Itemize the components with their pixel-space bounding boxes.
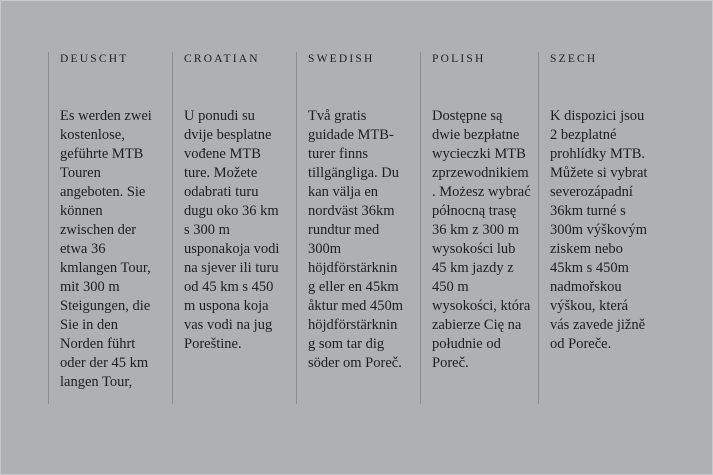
column-text: K dispozici jsou 2 bezplatné prohlídky MTB. Můžete si vybrat severozápadní 36km turné s 300m výškovým ziskem nebo 45km s 450m nadmořskou výškou, která vás zavede jižně od Poreče. (550, 108, 648, 352)
column-croatian (172, 52, 280, 404)
column-czech (538, 52, 648, 404)
column-swedish (296, 52, 404, 404)
column-heading: SZECH (550, 53, 598, 65)
column-polish (420, 52, 531, 404)
column-text: U ponudi su dvije besplatne vođene MTB ture. Možete odabrati turu dugu oko 36 km s 300 m usponakoja vodi na sjever ili turu od 45 km s 450 m uspona koja vas vodi na jug Poreštine. (184, 108, 280, 352)
column-heading: SWEDISH (308, 53, 375, 65)
column-heading: DEUSCHT (60, 53, 129, 65)
column-heading: CROATIAN (184, 53, 260, 65)
column-text: Dostępne są dwie bezpłatne wycieczki MTB zprzewodnikiem. Możesz wybrać północną trasę 36 km z 300 m wysokości lub 45 km jazdy z 450 m wysokości, która zabierze Cię na południe od Poreč. (432, 108, 531, 371)
column-text: Två gratis guidade MTB-turer finns tillgängliga. Du kan välja en nordväst 36km rundtur med 300m höjdförstärkning eller en 45km åktur med 450m höjdförstärkning som tar dig söder om Poreč. (308, 108, 404, 371)
column-text: Es werden zwei kostenlose, geführte MTB Touren angeboten. Sie können zwischen der etwa 36 kmlangen Tour, mit 300 m Steigungen, die Sie in den Norden führt oder der 45 km langen Tour, (60, 108, 152, 390)
column-heading: POLISH (432, 53, 486, 65)
column-deutsch (48, 52, 152, 404)
